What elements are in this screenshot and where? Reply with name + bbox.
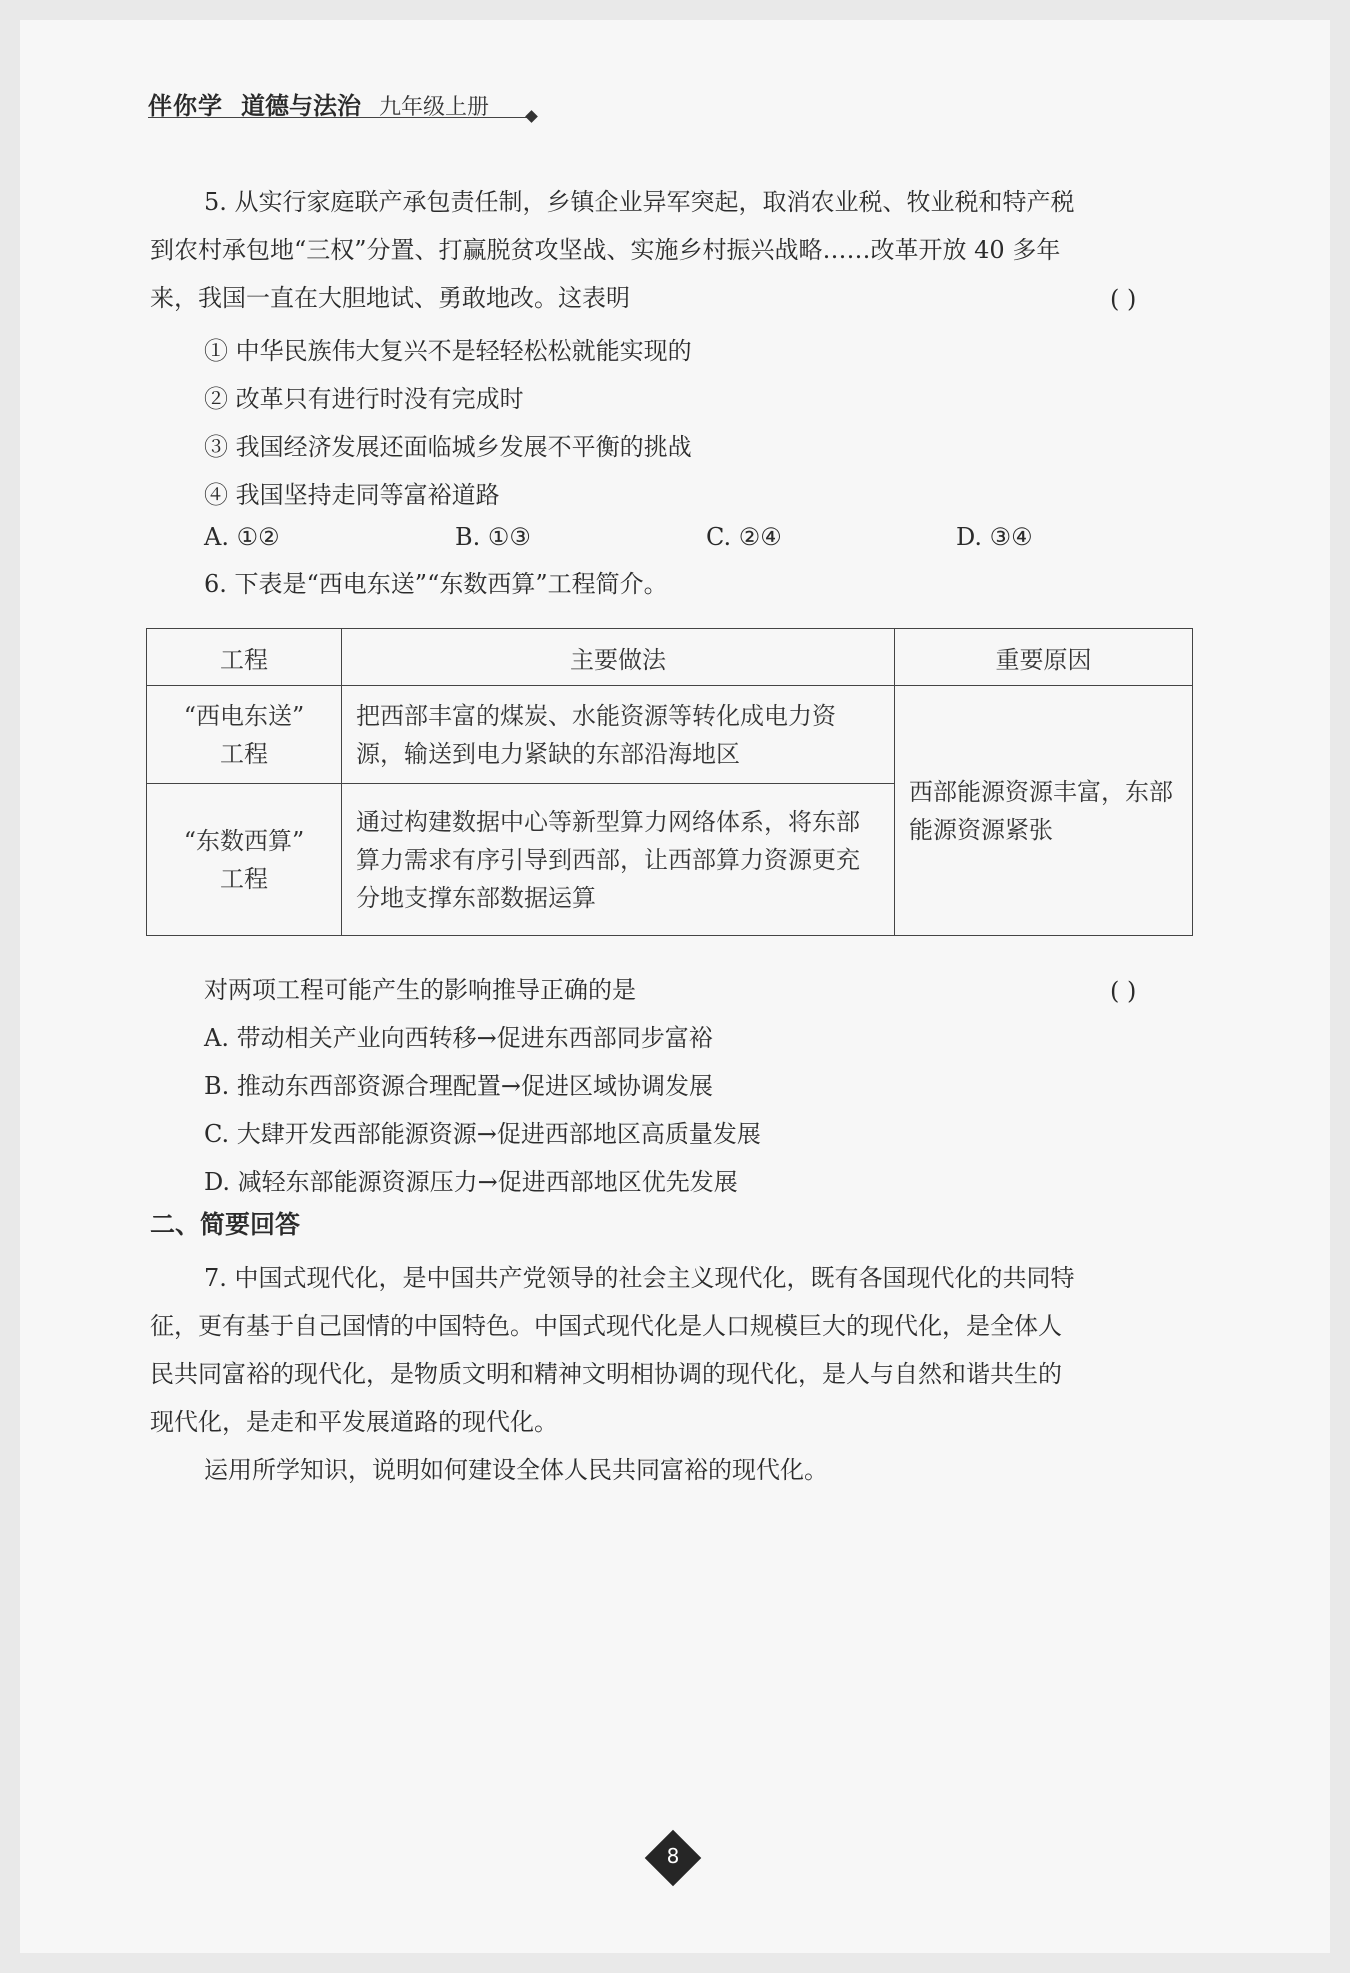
q5-option-4: ④ 我国坚持走同等富裕道路 [204,481,500,509]
q6-answer-bracket: ( ) [1110,977,1137,1005]
q6-stem: 对两项工程可能产生的影响推导正确的是 [204,976,636,1004]
q5-line-2: 到农村承包地“三权”分置、打赢脱贫攻坚战、实施乡村振兴战略……改革开放 40 多年 [150,236,1061,264]
q7-line-1: 7. 中国式现代化，是中国共产党领导的社会主义现代化，既有各国现代化的共同特 [204,1264,1075,1292]
table-cell-practice: 把西部丰富的煤炭、水能资源等转化成电力资源，输送到电力紧缺的东部沿海地区 [342,686,895,784]
table-row [147,686,1193,784]
q5-line-1: 5. 从实行家庭联产承包责任制，乡镇企业异军突起，取消农业税、牧业税和特产税 [204,188,1075,216]
q5-line-3: 来，我国一直在大胆地试、勇敢地改。这表明 [150,284,630,312]
q7-task: 运用所学知识，说明如何建设全体人民共同富裕的现代化。 [204,1456,828,1484]
table-cell-project-name [147,686,342,784]
section-title: 二、简要回答 [150,1210,301,1239]
project-name-line: 工程 [220,739,268,768]
header-subject: 道德与法治 [241,92,361,120]
header-brand: 伴你学 [148,92,223,120]
q6-choice-a: A. 带动相关产业向西转移→促进东西部同步富裕 [204,1024,713,1052]
table-cell-practice: 通过构建数据中心等新型算力网络体系，将东部算力需求有序引导到西部，让西部算力资源更充分地支撑东部数据运算 [342,784,895,936]
q5-answer-bracket: ( ) [1110,285,1137,313]
table-header-reason: 重要原因 [895,629,1193,686]
project-name-line: “东数西算” [183,826,305,855]
page-number: 8 [666,1844,680,1868]
table-header-project: 工程 [147,629,342,686]
q6-intro: 6. 下表是“西电东送”“东数西算”工程简介。 [204,570,668,598]
q5-choice-d: D. ③④ [956,523,1033,551]
table-header-row [147,629,1193,686]
q5-option-3: ③ 我国经济发展还面临城乡发展不平衡的挑战 [204,433,692,461]
q6-choice-c: C. 大肆开发西部能源资源→促进西部地区高质量发展 [204,1120,761,1148]
q6-choice-b: B. 推动东西部资源合理配置→促进区域协调发展 [204,1072,714,1100]
q7-line-4: 现代化，是走和平发展道路的现代化。 [150,1408,558,1436]
project-name-line: 工程 [220,864,268,893]
q5-choice-c: C. ②④ [706,523,782,551]
q5-option-2: ② 改革只有进行时没有完成时 [204,385,524,413]
q7-line-2: 征，更有基于自己国情的中国特色。中国式现代化是人口规模巨大的现代化，是全体人 [150,1312,1062,1340]
q7-line-3: 民共同富裕的现代化，是物质文明和精神文明相协调的现代化，是人与自然和谐共生的 [150,1360,1062,1388]
project-table [146,628,1193,936]
table-cell-project-name [147,784,342,936]
project-name-line: “西电东送” [183,701,305,730]
header-grade: 九年级上册 [379,95,490,120]
header-rule [148,117,528,118]
table-cell-reason: 西部能源资源丰富，东部能源资源紧张 [895,686,1193,936]
table-header-practice: 主要做法 [342,629,895,686]
q6-choice-d: D. 减轻东部能源资源压力→促进西部地区优先发展 [204,1168,738,1196]
q5-option-1: ① 中华民族伟大复兴不是轻轻松松就能实现的 [204,337,692,365]
q5-choice-b: B. ①③ [455,523,531,551]
q5-choice-a: A. ①② [204,523,280,551]
